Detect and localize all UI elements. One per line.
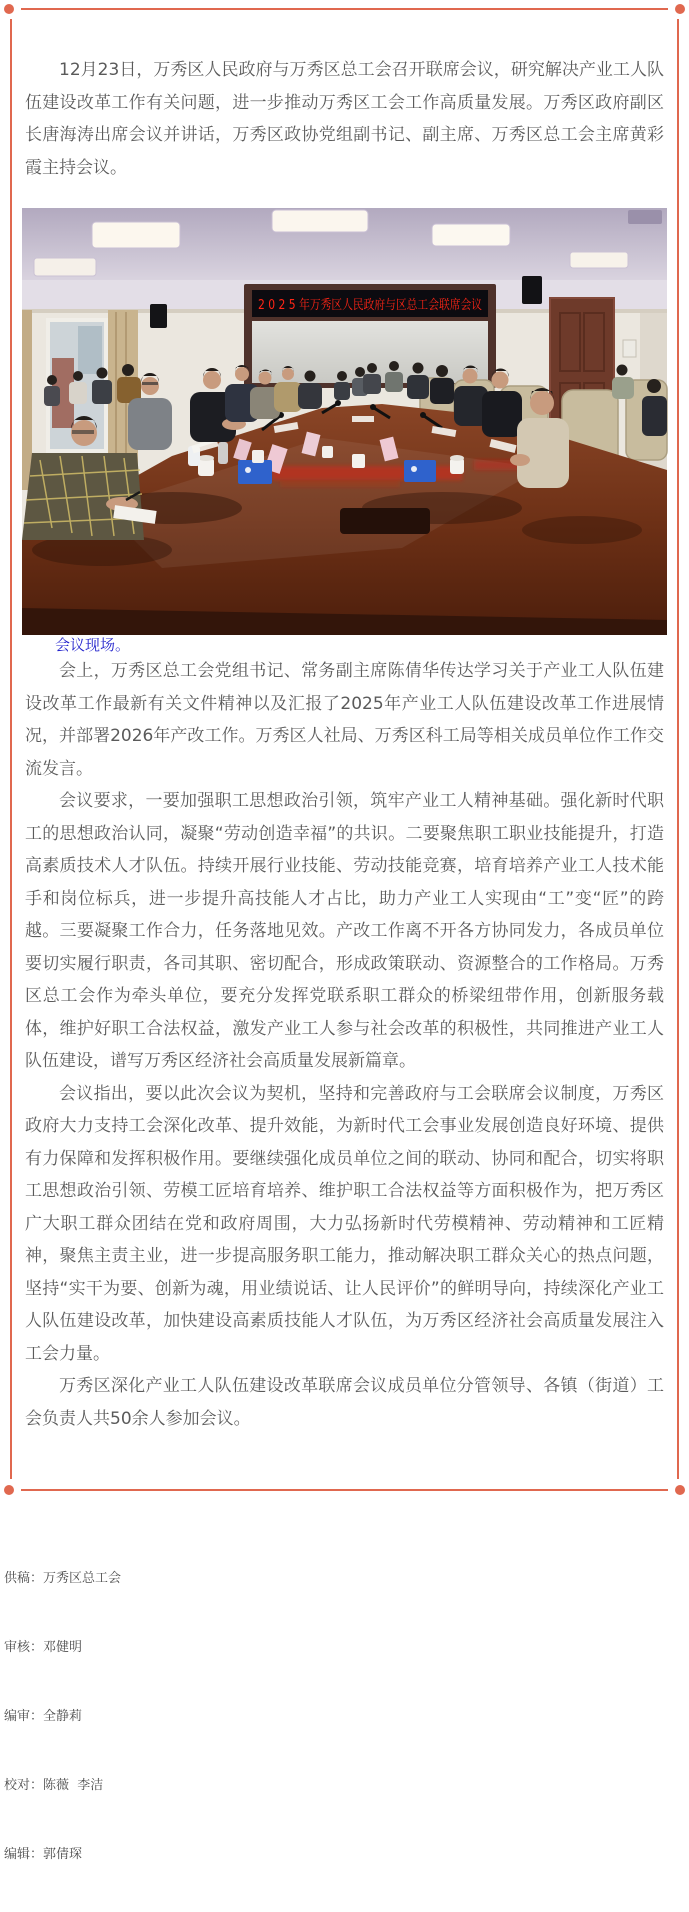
corner-dot-icon [4, 1485, 14, 1495]
credit-line-contributor: 供稿：万秀区总工会 [4, 1571, 122, 1586]
speaker-left [150, 304, 167, 328]
speaker-right [522, 276, 542, 304]
frame-border-right [677, 19, 679, 1479]
wall-switch [623, 340, 636, 357]
credit-line-reviewer: 审核：邓健明 [4, 1640, 83, 1655]
article-paragraph: 12月23日，万秀区人民政府与万秀区总工会召开联席会议，研究解决产业工人队伍建设改革工作有关问题，进一步推动万秀区工会工作高质量发展。万秀区政府副区长唐海涛出席会议并讲话，万秀区政协党组副书记、副主席、万秀区总工会主席黄彩霞主持会议。 [25, 60, 664, 178]
frame-border-left [10, 19, 12, 1479]
article-paragraph: 会议指出，要以此次会议为契机，坚持和完善政府与工会联席会议制度，万秀区政府大力支持工会深化改革、提升效能，为新时代工会事业发展创造良好环境、提供有力保障和发挥积极作用。要继续强化成员单位之间的联动、协同和配合，切实将职工思想政治引领、劳模工匠培育培养、维护职工合法权益等方面积极作为，把万秀区广大职工群众团结在党和政府周围，大力弘扬新时代劳模精神、劳动精神和工匠精神，聚焦主责主业，进一步提高服务职工能力，推动解决职工群众关心的热点问题，坚持“实干为要、创新为魂，用业绩说话、让人民评价”的鲜明导向，持续深化产业工人队伍建设改革，加快建设高素质技能人才队伍，为万秀区经济社会高质量发展注入工会力量。 [25, 1083, 664, 1364]
frame-border-bottom [21, 1489, 668, 1491]
article-credits [4, 1521, 121, 1912]
credit-line-editor-reviewer: 编审：全静莉 [4, 1709, 83, 1724]
corner-dot-icon [4, 4, 14, 14]
credit-line-editor: 编辑：郭倩琛 [4, 1847, 83, 1862]
banner-led-text: 2 0 2 5 年万秀区人民政府与区总工会联席会议 [258, 298, 529, 313]
article-paragraph: 会议要求，一要加强职工思想政治引领，筑牢产业工人精神基础。强化新时代职工的思想政治认同，凝聚“劳动创造幸福”的共识。二要聚焦职工职业技能提升，打造高素质技术人才队伍。持续开展行业技能、劳动技能竞赛，培育培养产业工人技术能手和岗位标兵，进一步提升高技能人才占比，助力产业工人实现由“工”变“匠”的跨越。三要凝聚工作合力，任务落地见效。产改工作离不开各方协同发力，各成员单位要切实履行职责，各司其职、密切配合，形成政策联动、资源整合的工作格局。万秀区总工会作为牵头单位，要充分发挥党联系职工群众的桥梁纽带作用，创新服务载体，维护好职工合法权益，激发产业工人参与社会改革的积极性，共同推进产业工人队伍建设，谱写万秀区经济社会高质量发展新篇章。 [25, 791, 664, 1071]
article-paragraph: 万秀区深化产业工人队伍建设改革联席会议成员单位分管领导、各镇（街道）工会负责人共50余人参加会议。 [25, 1376, 664, 1429]
credit-line-proofreaders: 校对：陈薇 李洁 [4, 1778, 104, 1793]
corner-dot-icon [675, 1485, 685, 1495]
article-body [25, 0, 664, 1435]
corner-dot-icon [675, 4, 685, 14]
photo-caption: 会议现场。 [55, 636, 131, 654]
article-paragraph: 会上，万秀区总工会党组书记、常务副主席陈倩华传达学习关于产业工人队伍建设改革工作最新有关文件精神以及汇报了2025年产业工人队伍建设改革工作进展情况，并部署2026年产改工作。万秀区人社局、万秀区科工局等相关成员单位作工作交流发言。 [25, 661, 664, 779]
meeting-photo[interactable] [22, 208, 667, 635]
